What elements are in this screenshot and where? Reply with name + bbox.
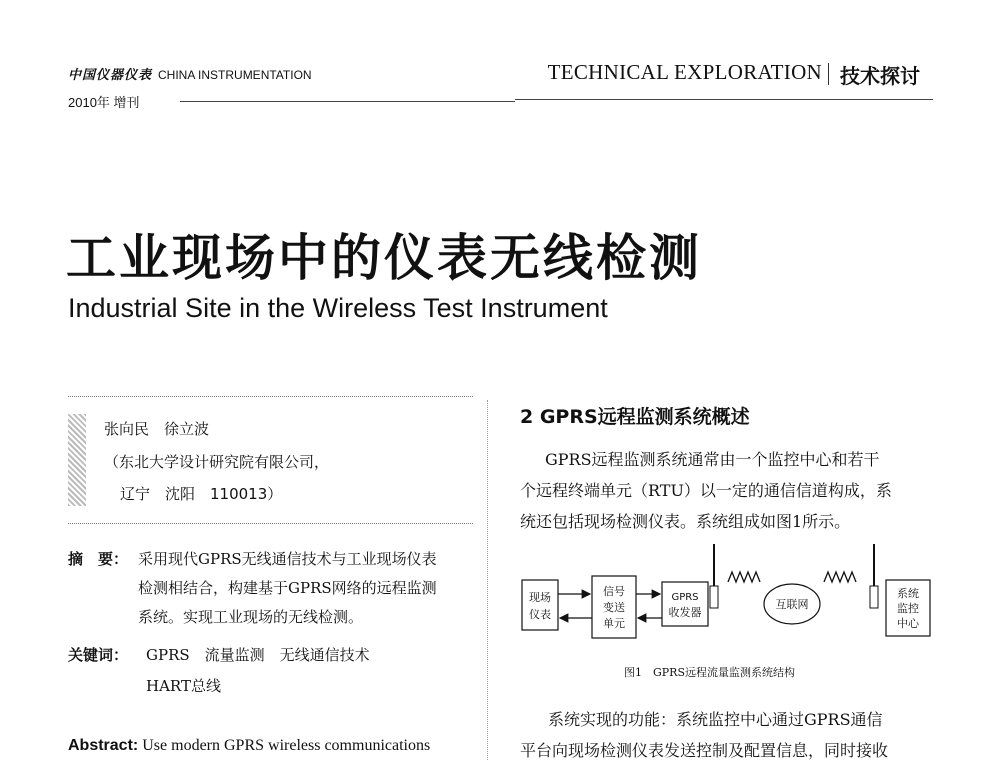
antenna-left xyxy=(710,586,718,608)
section-name-en: TECHNICAL EXPLORATION xyxy=(547,60,822,84)
block-field-instrument xyxy=(522,580,558,630)
header-rule-left xyxy=(180,101,515,102)
block-field-instrument-label: 仪表 xyxy=(529,608,551,621)
title-cn: 工业现场中的仪表无线检测 xyxy=(66,229,702,287)
block-gprs-label: GPRS xyxy=(671,592,699,603)
block-gprs-transceiver xyxy=(662,582,708,626)
header-rule-right xyxy=(515,99,933,100)
journal-name-cn: 中国仪器仪表 xyxy=(68,68,153,83)
paragraph-line: 个远程终端单元（RTU）以一定的通信信道构成，系 xyxy=(520,481,892,500)
system-diagram xyxy=(520,538,940,648)
title-en: Industrial Site in the Wireless Test Instrument xyxy=(68,293,608,323)
journal-brand xyxy=(68,64,312,83)
paragraph-line: 系统实现的功能：系统监控中心通过GPRS通信 xyxy=(548,710,883,729)
abstract-en-text: Use modern GPRS wireless communications xyxy=(142,737,431,754)
abstract-line: 检测相结合，构建基于GPRS网络的远程监测 xyxy=(138,579,437,597)
block-signal-unit-label: 变送 xyxy=(603,601,625,614)
affiliation-line-1: （东北大学设计研究院有限公司， xyxy=(104,453,330,471)
author-block-top-rule xyxy=(68,396,473,397)
keywords-line-2: HART总线 xyxy=(146,677,221,695)
issue-label: 2010年 增刊 xyxy=(68,95,140,110)
section-separator xyxy=(828,63,829,85)
abstract-line: 采用现代GPRS无线通信技术与工业现场仪表 xyxy=(138,550,437,568)
paragraph-line: GPRS远程监测系统通常由一个监控中心和若干 xyxy=(545,450,880,469)
journal-name-en: CHINA INSTRUMENTATION xyxy=(158,68,312,82)
block-signal-unit-label: 单元 xyxy=(603,617,625,630)
abstract-en-label: Abstract: xyxy=(68,737,139,754)
section-heading: 2 GPRS远程监测系统概述 xyxy=(520,406,750,428)
author-block-hatch xyxy=(68,414,86,506)
authors: 张向民 徐立波 xyxy=(104,420,210,438)
keywords-line-1: GPRS 流量监测 无线通信技术 xyxy=(146,646,370,664)
figure-caption: 图1 GPRS远程流量监测系统结构 xyxy=(624,666,796,679)
keywords-label: 关键词： xyxy=(68,646,129,664)
block-gprs-label: 收发器 xyxy=(668,606,702,619)
block-monitor-center-label: 监控 xyxy=(897,602,919,615)
block-signal-unit-label: 信号 xyxy=(603,585,625,598)
signal-wave-right xyxy=(824,572,856,582)
abstract-label: 摘 要： xyxy=(68,550,129,568)
block-monitor-center-label: 中心 xyxy=(897,617,919,630)
author-block-bottom-rule xyxy=(68,523,473,524)
block-monitor-center-label: 系统 xyxy=(897,587,919,600)
affiliation-line-2: 辽宁 沈阳 110013） xyxy=(120,485,283,503)
antenna-right xyxy=(870,586,878,608)
abstract-line: 系统。实现工业现场的无线检测。 xyxy=(138,608,364,626)
paragraph-line: 平台向现场检测仪表发送控制及配置信息，同时接收 xyxy=(520,741,889,760)
column-divider xyxy=(487,400,488,760)
paragraph-line: 统还包括现场检测仪表。系统组成如图1所示。 xyxy=(520,512,851,531)
signal-wave-left xyxy=(728,572,760,582)
block-field-instrument-label: 现场 xyxy=(529,591,551,604)
section-name-cn: 技术探讨 xyxy=(840,64,920,88)
abstract-en xyxy=(68,737,430,755)
internet-label: 互联网 xyxy=(775,598,809,611)
